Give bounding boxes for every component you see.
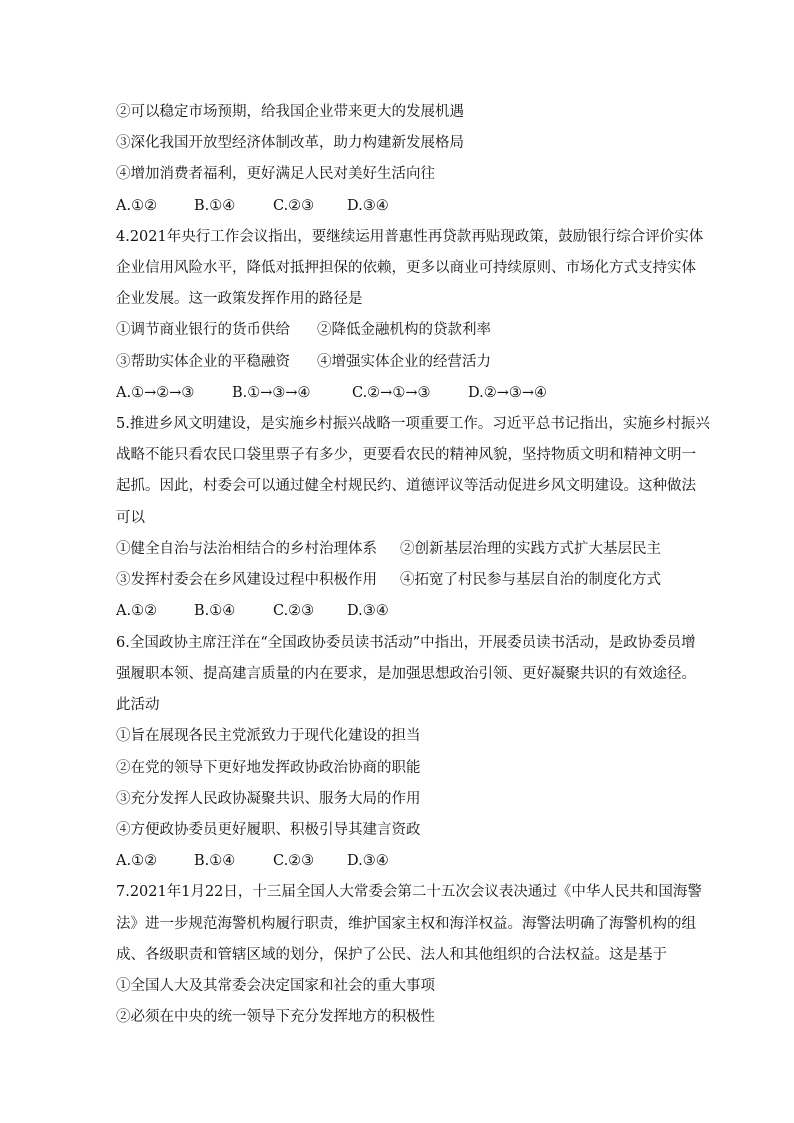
q6-stem-line-2: 强履职本领、提高建言质量的内在要求，是加强思想政治引领、更好凝聚共识的有效途径。: [116, 666, 696, 682]
q6-statement-3: ③充分发挥人民政协凝聚共识、服务大局的作用: [116, 791, 421, 807]
q6-stem-line-3: 此活动: [116, 697, 160, 713]
option-c: C.②→①→③: [352, 385, 431, 401]
q5-options: [116, 601, 389, 621]
q4-options: [116, 383, 547, 403]
q4-statement-2: ②降低金融机构的贷款利率: [317, 322, 491, 338]
q4-stem-line-3: 企业发展。这一政策发挥作用的路径是: [116, 291, 363, 307]
q3-options: [116, 196, 389, 216]
q5-statement-4: ④拓宽了村民参与基层自治的制度化方式: [400, 572, 661, 588]
q5-statement-1: ①健全自治与法治相结合的乡村治理体系: [116, 541, 377, 557]
option-d: D.②→③→④: [468, 385, 548, 401]
q7-stem-line-2: 法》进一步规范海警机构履行职责，维护国家主权和海洋权益。海警法明确了海警机构的组: [116, 916, 696, 932]
option-b: B.①④: [194, 198, 236, 214]
q3-statement-4: ④增加消费者福利，更好满足人民对美好生活向往: [116, 166, 435, 182]
option-b: B.①→③→④: [232, 385, 311, 401]
q3-statement-2: ②可以稳定市场预期，给我国企业带来更大的发展机遇: [116, 104, 464, 120]
q4-stem-line-2: 企业信用风险水平，降低对抵押担保的依赖，更多以商业可持续原则、市场化方式支持实体: [116, 260, 696, 276]
q6-stem-line-1: 6.全国政协主席汪洋在“全国政协委员读书活动”中指出，开展委员读书活动，是政协委员增: [116, 635, 696, 651]
q5-stem-line-4: 可以: [116, 510, 145, 526]
q5-stem-line-2: 战略不能只看农民口袋里票子有多少，更要看农民的精神风貌，坚持物质文明和精神文明一: [116, 447, 696, 463]
option-a: A.①②: [116, 198, 158, 214]
q7-statement-2: ②必须在中央的统一领导下充分发挥地方的积极性: [116, 1009, 435, 1025]
q4-statement-4: ④增强实体企业的经营活力: [317, 354, 491, 370]
option-d: D.③④: [347, 603, 389, 619]
q5-statement-3: ③发挥村委会在乡风建设过程中积极作用: [116, 572, 377, 588]
option-c: C.②③: [273, 603, 315, 619]
option-d: D.③④: [347, 853, 389, 869]
q5-stem-line-1: 5.推进乡风文明建设，是实施乡村振兴战略一项重要工作。习近平总书记指出，实施乡村振兴: [116, 416, 710, 432]
q5-statements-row-1: [116, 539, 661, 559]
q4-statements-row-1: [116, 320, 491, 340]
q7-statement-1: ①全国人大及其常委会决定国家和社会的重大事项: [116, 978, 435, 994]
q4-statement-1: ①调节商业银行的货币供给: [116, 322, 290, 338]
option-b: B.①④: [194, 603, 236, 619]
q4-statement-3: ③帮助实体企业的平稳融资: [116, 354, 290, 370]
q6-statement-2: ②在党的领导下更好地发挥政协政治协商的职能: [116, 760, 421, 776]
option-a: A.①②: [116, 853, 158, 869]
option-c: C.②③: [273, 853, 315, 869]
q3-statement-3: ③深化我国开放型经济体制改革，助力构建新发展格局: [116, 135, 464, 151]
q5-statements-row-2: [116, 570, 661, 590]
option-c: C.②③: [273, 198, 315, 214]
q7-stem-line-3: 成、各级职责和管辖区域的划分，保护了公民、法人和其他组织的合法权益。这是基于: [116, 947, 667, 963]
q7-stem-line-1: 7.2021年1月22日，十三届全国人大常委会第二十五次会议表决通过《中华人民共和国海警: [116, 884, 702, 900]
q5-statement-2: ②创新基层治理的实践方式扩大基层民主: [400, 541, 661, 557]
q4-stem-line-1: 4.2021年央行工作会议指出，要继续运用普惠性再贷款再贴现政策，鼓励银行综合评价实体: [116, 229, 704, 245]
option-d: D.③④: [347, 198, 389, 214]
option-a: A.①→②→③: [116, 385, 195, 401]
q6-options: [116, 851, 389, 871]
q5-stem-line-3: 起抓。因此，村委会可以通过健全村规民约、道德评议等活动促进乡风文明建设。这种做法: [116, 478, 696, 494]
option-b: B.①④: [194, 853, 236, 869]
q6-statement-1: ①旨在展现各民主党派致力于现代化建设的担当: [116, 728, 421, 744]
option-a: A.①②: [116, 603, 158, 619]
q4-statements-row-2: [116, 352, 491, 372]
q6-statement-4: ④方便政协委员更好履职、积极引导其建言资政: [116, 822, 421, 838]
